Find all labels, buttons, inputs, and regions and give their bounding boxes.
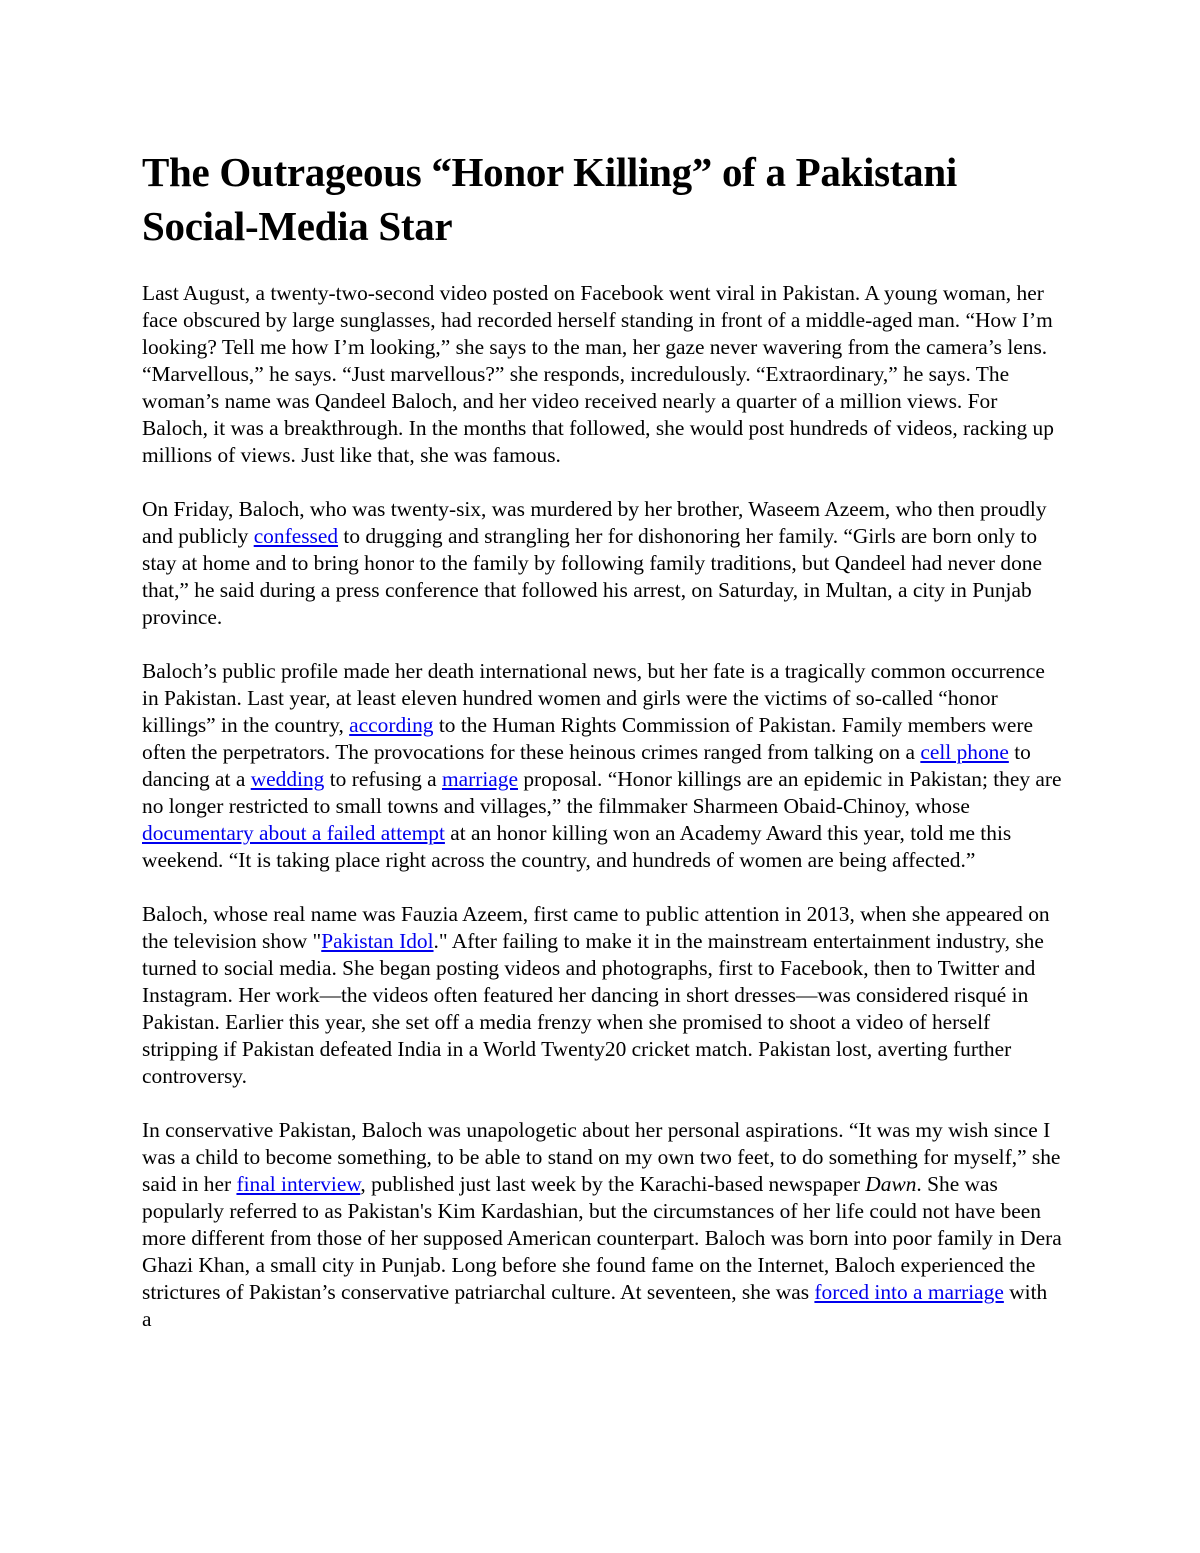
paragraph-text: ." After failing to make it in the mainstream entertainment industry, she turned to social media. She began posting videos and photographs, first to Facebook, then to Twitter and Instagram. Her work—the videos often featured her dancing in short dresses—was considered risqué in Pakistan. Earlier this year, she set off a media frenzy when she promised to shoot a video of herself stripping if Pakistan defeated India in a World Twenty20 cricket match. Pakistan lost, averting further controversy. xyxy=(142,929,1044,1088)
publication-name: Dawn xyxy=(865,1172,917,1196)
paragraph-text: to the Human Rights Commission of Pakistan. Family members were often the perpetrators. The provocations for these heinous crimes ranged from talking on a xyxy=(142,713,1033,764)
paragraph-text: to dancing at a xyxy=(142,740,1031,791)
paragraph-text: Baloch, whose real name was Fauzia Azeem, first came to public attention in 2013, when she appeared on the television show " xyxy=(142,902,1050,953)
link-cell-phone[interactable]: cell phone xyxy=(920,740,1009,764)
link-final-interview[interactable]: final interview xyxy=(236,1172,361,1196)
link-confessed[interactable]: confessed xyxy=(253,524,339,548)
link-according[interactable]: according xyxy=(349,713,434,737)
link-documentary[interactable]: documentary about a failed attempt xyxy=(142,821,445,845)
paragraph-1: Last August, a twenty-two-second video posted on Facebook went viral in Pakistan. A young woman, her face obscured by large sunglasses, had recorded herself standing in front of a middle-aged man. “How I’m looking? Tell me how I’m looking,” she says to the man, her gaze never wavering from the camera’s lens. “Marvellous,” he says. “Just marvellous?” she responds, incredulously. “Extraordinary,” he says. The woman’s name was Qandeel Baloch, and her video received nearly a quarter of a million views. For Baloch, it was a breakthrough. In the months that followed, she would post hundreds of videos, racking up millions of views. Just like that, she was famous. xyxy=(142,281,1054,467)
paragraph-text: , published just last week by the Karachi-based newspaper xyxy=(360,1172,866,1196)
paragraph-5 xyxy=(142,1117,1062,1333)
paragraph-text: with a xyxy=(142,1280,1048,1331)
link-wedding[interactable]: wedding xyxy=(250,767,325,791)
document-page xyxy=(142,145,1062,1360)
paragraph-text: . She was popularly referred to as Pakistan's Kim Kardashian, but the circumstances of her life could not have been more different from those of her supposed American counterpart. Baloch was born into poor family in Dera Ghazi Khan, a small city in Punjab. Long before she found fame on the Internet, Baloch experienced the strictures of Pakistan’s conservative patriarchal culture. At seventeen, she was xyxy=(142,1172,1062,1304)
link-marriage[interactable]: marriage xyxy=(441,767,518,791)
paragraph-text: at an honor killing won an Academy Award this year, told me this weekend. “It is taking place right across the country, and hundreds of women are being affected.” xyxy=(142,821,1012,872)
paragraph-text: On Friday, Baloch, who was twenty-six, was murdered by her brother, Waseem Azeem, who then proudly and publicly xyxy=(142,497,1047,548)
paragraph-text: proposal. “Honor killings are an epidemic in Pakistan; they are no longer restricted to small towns and villages,” the filmmaker Sharmeen Obaid-Chinoy, whose xyxy=(142,767,1062,818)
paragraph-4 xyxy=(142,901,1062,1090)
paragraph-text: Baloch’s public profile made her death international news, but her fate is a tragically common occurrence in Pakistan. Last year, at least eleven hundred women and girls were the victims of so-called “honor killings” in the country, xyxy=(142,659,1045,737)
article-title: The Outrageous “Honor Killing” of a Pakistani Social-Media Star xyxy=(142,149,957,249)
paragraph-3 xyxy=(142,658,1062,874)
link-pakistan-idol[interactable]: Pakistan Idol xyxy=(321,929,434,953)
paragraph-2 xyxy=(142,496,1062,631)
paragraph-text: to drugging and strangling her for dishonoring her family. “Girls are born only to stay at home and to bring honor to the family by following family traditions, but Qandeel had never done that,” he said during a press conference that followed his arrest, on Saturday, in Multan, a city in Punjab province. xyxy=(142,524,1042,629)
link-forced-marriage[interactable]: forced into a marriage xyxy=(814,1280,1004,1304)
paragraph-text: In conservative Pakistan, Baloch was unapologetic about her personal aspirations. “It was my wish since I was a child to become something, to be able to stand on my own two feet, to do something for myself,” she said in her xyxy=(142,1118,1061,1196)
paragraph-text: to refusing a xyxy=(324,767,442,791)
